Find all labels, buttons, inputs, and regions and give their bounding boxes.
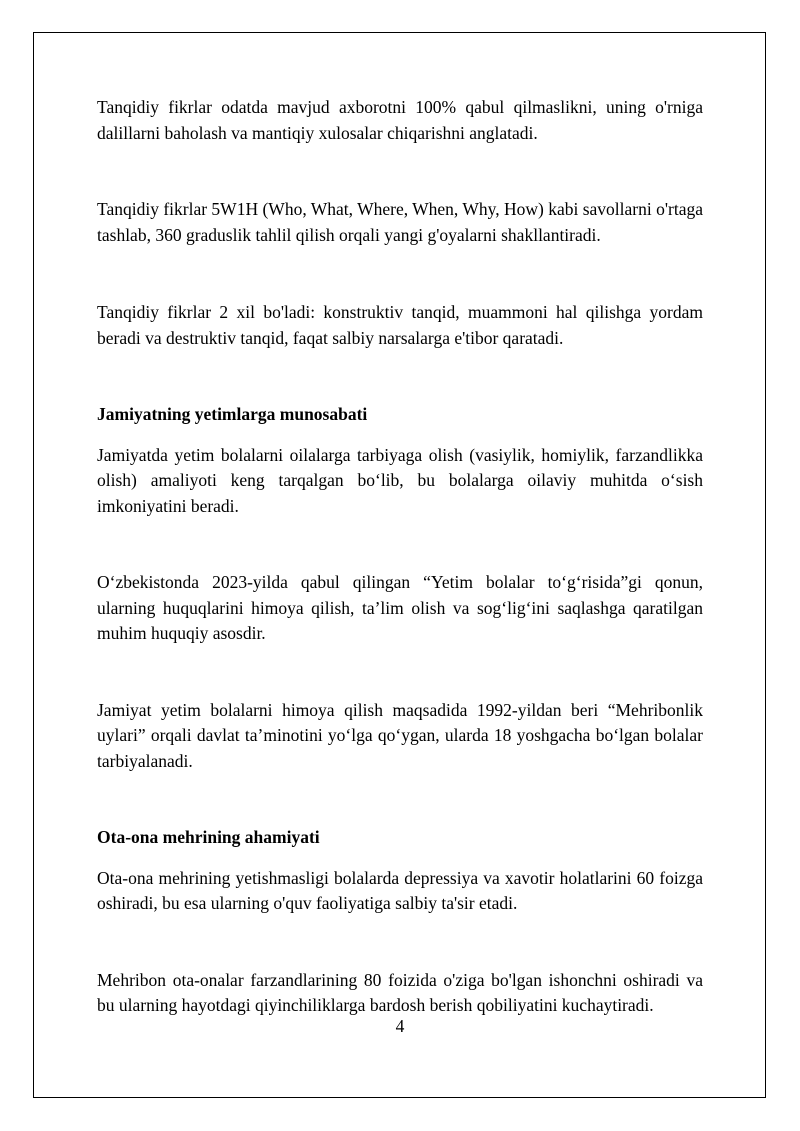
paragraph-critical-thinking-5w1h: Tanqidiy fikrlar 5W1H (Who, What, Where, When, Why, How) kabi savollarni o'rtaga tashlab, 360 graduslik tahlil qilish orqali yangi g'oyalarni shakllantiradi. bbox=[97, 199, 703, 245]
section-heading-parental-love: Ota-ona mehrining ahamiyati bbox=[97, 827, 320, 847]
page-number: 4 bbox=[395, 1016, 405, 1036]
page-content bbox=[97, 95, 703, 1019]
paragraph-critical-thinking-types: Tanqidiy fikrlar 2 xil bo'ladi: konstruktiv tanqid, muammoni hal qilishga yordam beradi va destruktiv tanqid, faqat salbiy narsalarga e'tibor qaratadi. bbox=[97, 302, 703, 348]
paragraph-loving-parents: Mehribon ota-onalar farzandlarining 80 foizida o'ziga bo'lgan ishonchni oshiradi va bu ularning hayotdagi qiyinchiliklarga bardosh berish qobiliyatini kuchaytiradi. bbox=[97, 969, 703, 1015]
paragraph-foster-families: Jamiyatda yetim bolalarni oilalarga tarbiyaga olish (vasiylik, homiylik, farzandlikka olish) amaliyoti keng tarqalgan bo‘lib, bu bolalarga oilaviy muhitda o‘sish imkoniyatini beradi. bbox=[97, 444, 703, 516]
paragraph-mehribonlik-homes: Jamiyat yetim bolalarni himoya qilish maqsadida 1992-yildan beri “Mehribonlik uylari” orqali davlat ta’minotini yo‘lga qo‘ygan, ularda 18 yoshgacha bo‘lgan bolalar tarbiyalanadi. bbox=[97, 699, 703, 771]
paragraph-lack-of-love: Ota-ona mehrining yetishmasligi bolalarda depressiya va xavotir holatlarini 60 foizga oshiradi, bu esa ularning o'quv faoliyatiga salbiy ta'sir etadi. bbox=[97, 867, 703, 913]
paragraph-critical-thinking-definition: Tanqidiy fikrlar odatda mavjud axborotni 100% qabul qilmaslikni, uning o'rniga dalillarni baholash va mantiqiy xulosalar chiqarishni anglatadi. bbox=[97, 97, 703, 143]
paragraph-orphans-law: O‘zbekistonda 2023-yilda qabul qilingan “Yetim bolalar to‘g‘risida”gi qonun, ularning huquqlarini himoya qilish, ta’lim olish va sog‘lig‘ini saqlashga qaratilgan muhim huquqiy asosdir. bbox=[97, 572, 703, 643]
section-heading-orphans: Jamiyatning yetimlarga munosabati bbox=[97, 404, 368, 424]
